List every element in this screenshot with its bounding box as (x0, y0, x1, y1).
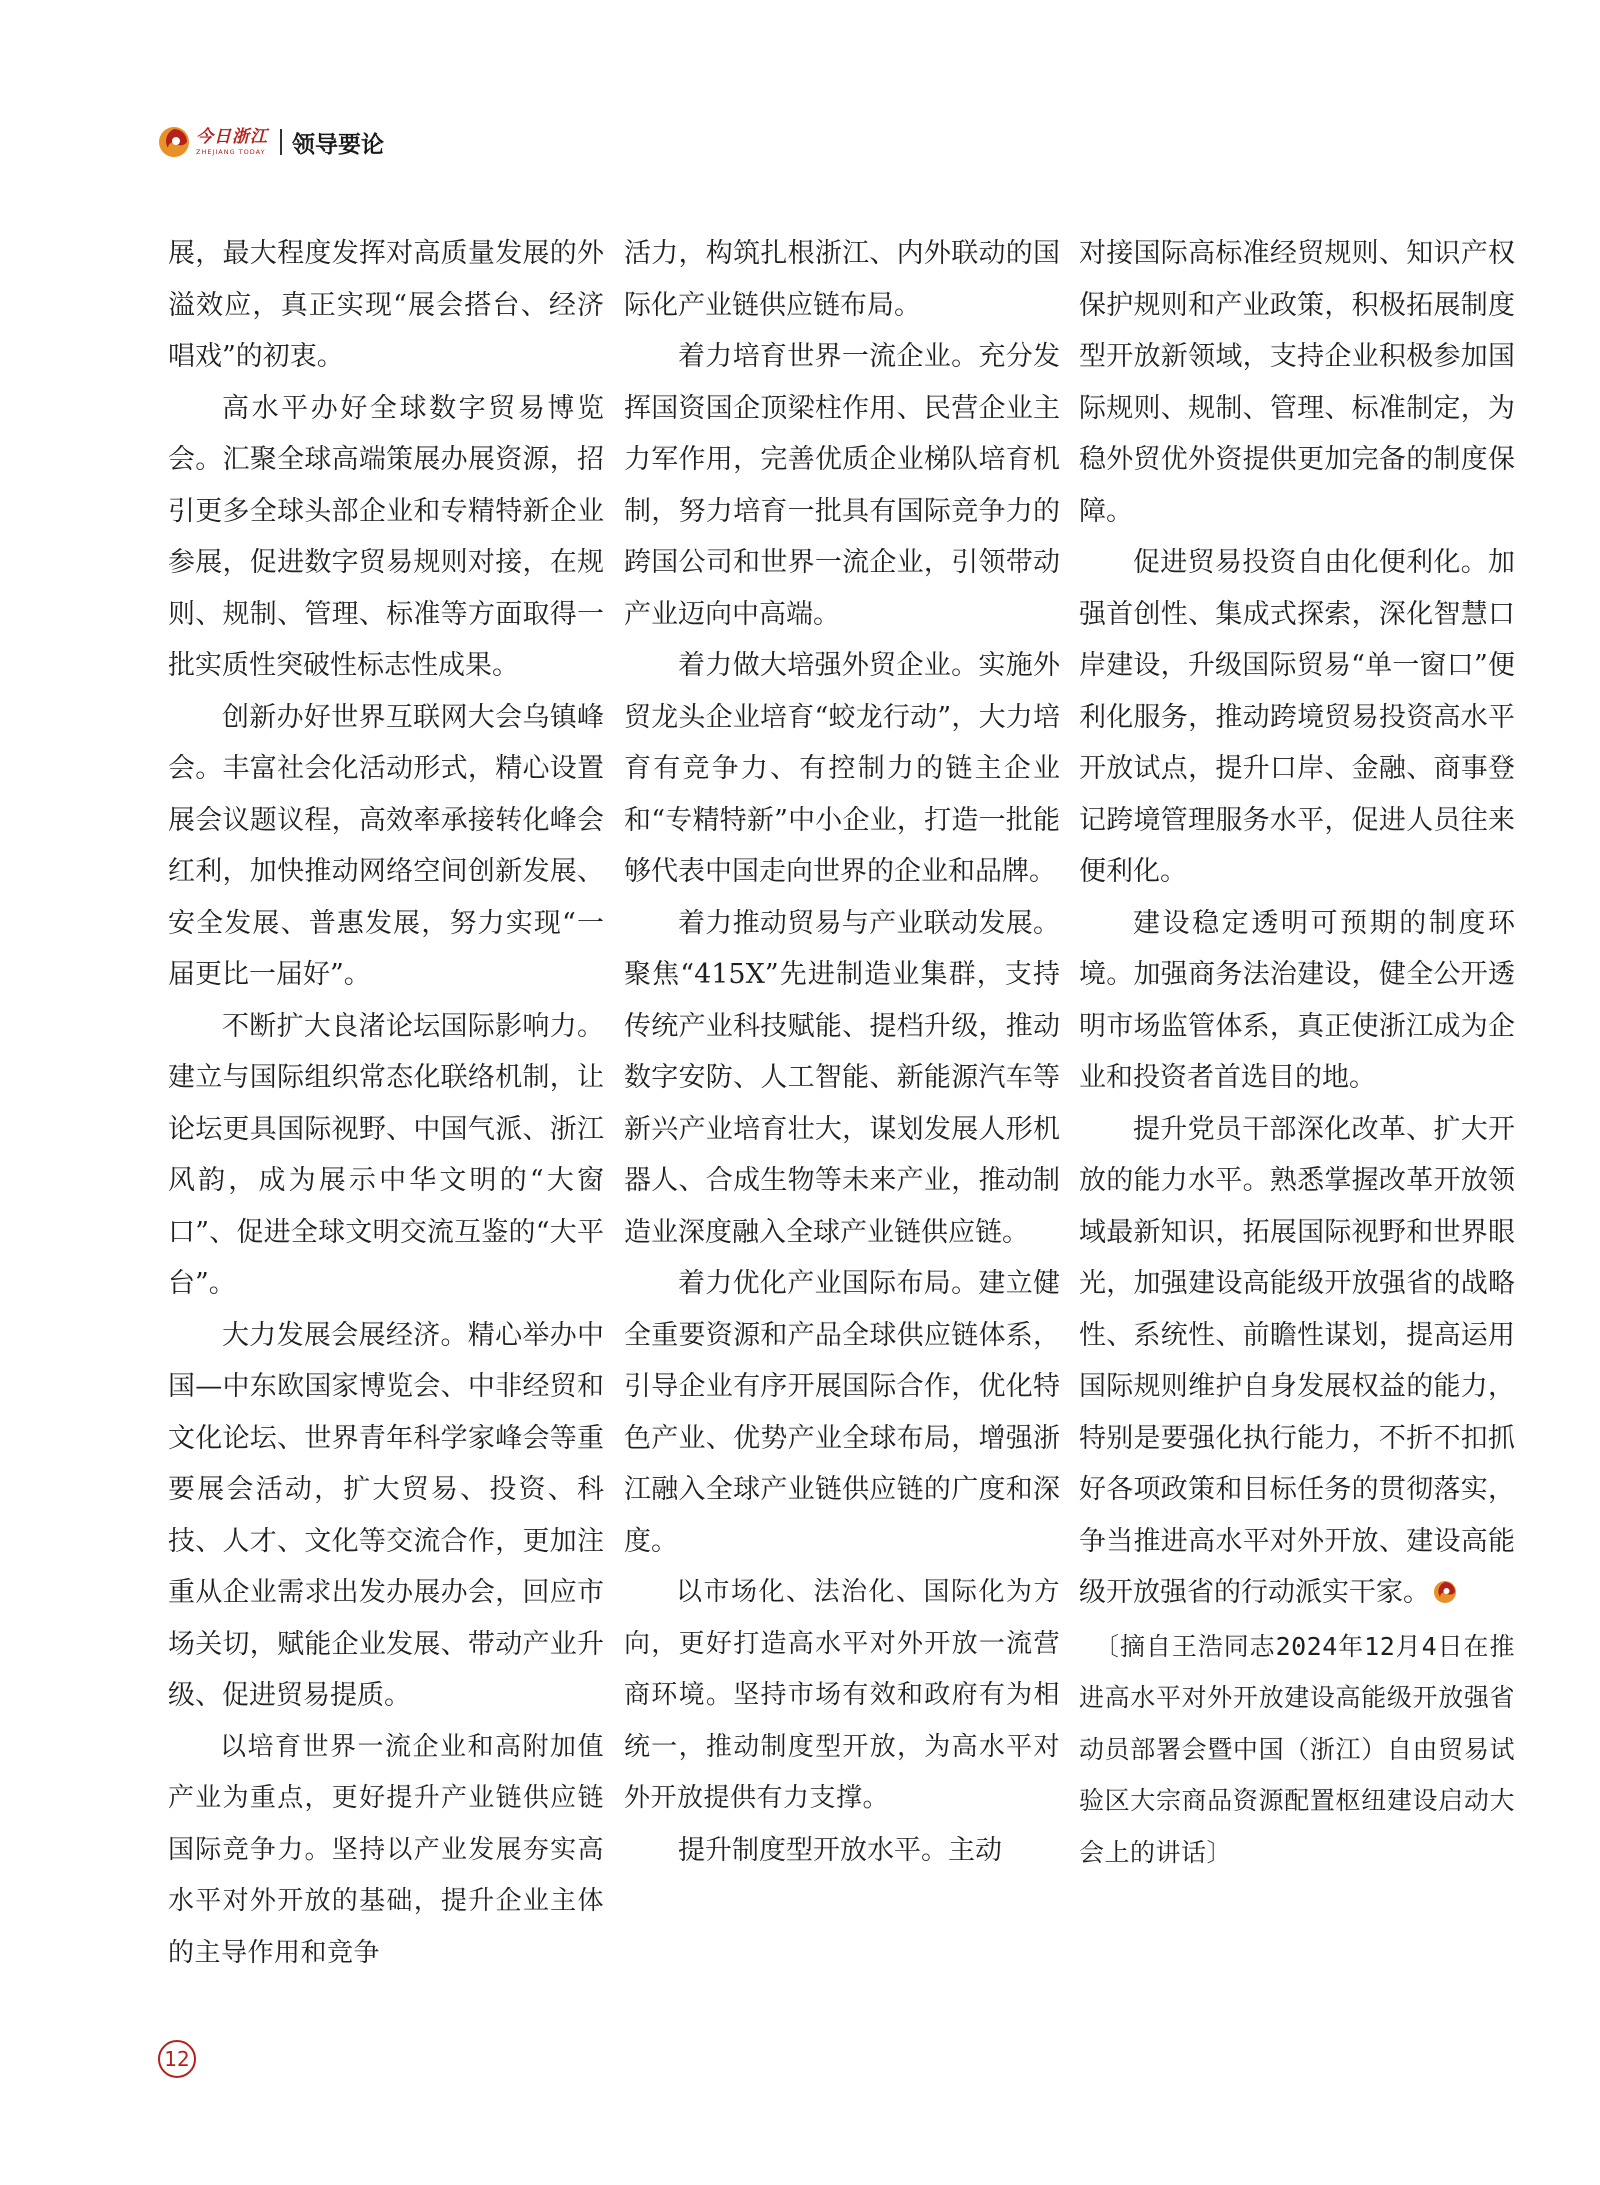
page-header (156, 120, 384, 164)
section-title: 领导要论 (292, 131, 384, 158)
paragraph: 着力推动贸易与产业联动发展。聚焦“415X”先进制造业集群，支持传统产业科技赋能、提档升级，推动数字安防、人工智能、新能源汽车等新兴产业培育壮大，谋划发展人形机器人、合成生物等未来产业，推动制造业深度融入全球产业链供应链。 (624, 907, 1060, 1248)
logo-chinese-name: 今日浙江 (196, 126, 268, 147)
emphasis-paragraph: 以培育世界一流企业和高附加值产业为重点，更好提升产业链供应链国际竞争力。坚持以产业发展夯实高水平对外开放的基础，提升企业主体的主导作用和竞争 (168, 1731, 604, 1968)
logo-english-name: ZHEJIANG TODAY (196, 147, 266, 156)
paragraph: 着力优化产业国际布局。建立健全重要资源和产品全球供应链体系，引导企业有序开展国际合作，优化特色产业、优势产业全球布局，增强浙江融入全球产业链供应链的广度和深度。 (624, 1268, 1060, 1557)
header-divider (280, 129, 282, 155)
paragraph: 高水平办好全球数字贸易博览会。汇聚全球高端策展办展资源，招引更多全球头部企业和专精特新企业参展，促进数字贸易规则对接，在规则、规制、管理、标准等方面取得一批实质性突破性标志性成果。 (168, 392, 604, 681)
paragraph: 不断扩大良渚论坛国际影响力。建立与国际组织常态化联络机制，让论坛更具国际视野、中国气派、浙江风韵，成为展示中华文明的“大窗口”、促进全球文明交流互鉴的“大平台”。 (168, 1010, 604, 1299)
paragraph: 活力，构筑扎根浙江、内外联动的国际化产业链供应链布局。 (624, 238, 1060, 321)
source-note: 〔摘自王浩同志2024年12月4日在推进高水平对外开放建设高能级开放强省动员部署会暨中国（浙江）自由贸易试验区大宗商品资源配置枢纽建设启动大会上的讲话〕 (1079, 1631, 1515, 1867)
emphasis-paragraph: 以市场化、法治化、国际化为方向，更好打造高水平对外开放一流营商环境。坚持市场有效和政府有为相统一，推动制度型开放，为高水平对外开放提供有力支撑。 (624, 1577, 1060, 1813)
article-end-icon (1432, 1579, 1458, 1605)
text-column-2 (624, 228, 1060, 1876)
logo-wordmark (196, 126, 268, 156)
page-number: 12 (158, 2040, 196, 2078)
text-column-3 (1079, 228, 1515, 1878)
swirl-logo-icon (156, 124, 192, 160)
paragraph: 创新办好世界互联网大会乌镇峰会。丰富社会化活动形式，精心设置展会议题议程，高效率承接转化峰会红利，加快推动网络空间创新发展、安全发展、普惠发展，努力实现“一届更比一届好”。 (168, 701, 604, 990)
paragraph: 着力做大培强外贸企业。实施外贸龙头企业培育“蛟龙行动”，大力培育有竞争力、有控制力的链主企业和“专精特新”中小企业，打造一批能够代表中国走向世界的企业和品牌。 (624, 650, 1060, 887)
paragraph: 促进贸易投资自由化便利化。加强首创性、集成式探索，深化智慧口岸建设，升级国际贸易“单一窗口”便利化服务，推动跨境贸易投资高水平开放试点，提升口岸、金融、商事登记跨境管理服务水平，促进人员往来便利化。 (1079, 547, 1515, 887)
paragraph-text: 提升党员干部深化改革、扩大开放的能力水平。熟悉掌握改革开放领域最新知识，拓展国际视野和世界眼光，加强建设高能级开放强省的战略性、系统性、前瞻性谋划，提高运用国际规则维护自身发展权益的能力，特别是要强化执行能力，不折不扣抓好各项政策和目标任务的贯彻落实，争当推进高水平对外开放、建设高能级开放强省的行动派实干家。 (1079, 1113, 1515, 1608)
paragraph: 着力培育世界一流企业。充分发挥国资国企顶梁柱作用、民营企业主力军作用，完善优质企业梯队培育机制，努力培育一批具有国际竞争力的跨国公司和世界一流企业，引领带动产业迈向中高端。 (624, 341, 1060, 630)
text-column-1 (168, 228, 604, 1979)
paragraph: 对接国际高标准经贸规则、知识产权保护规则和产业政策，积极拓展制度型开放新领域，支持企业积极参加国际规则、规制、管理、标准制定，为稳外贸优外资提供更加完备的制度保障。 (1079, 238, 1515, 527)
final-paragraph (1079, 1104, 1515, 1619)
paragraph: 提升制度型开放水平。主动 (678, 1834, 1002, 1866)
paragraph: 大力发展会展经济。精心举办中国—中东欧国家博览会、中非经贸和文化论坛、世界青年科学家峰会等重要展会活动，扩大贸易、投资、科技、人才、文化等交流合作，更加注重从企业需求出发办展办会，回应市场关切，赋能企业发展、带动产业升级、促进贸易提质。 (168, 1319, 604, 1711)
paragraph: 建设稳定透明可预期的制度环境。加强商务法治建设，健全公开透明市场监管体系，真正使浙江成为企业和投资者首选目的地。 (1079, 907, 1515, 1093)
magazine-logo (156, 124, 268, 160)
paragraph: 展，最大程度发挥对高质量发展的外溢效应，真正实现“展会搭台、经济唱戏”的初衷。 (168, 238, 604, 372)
